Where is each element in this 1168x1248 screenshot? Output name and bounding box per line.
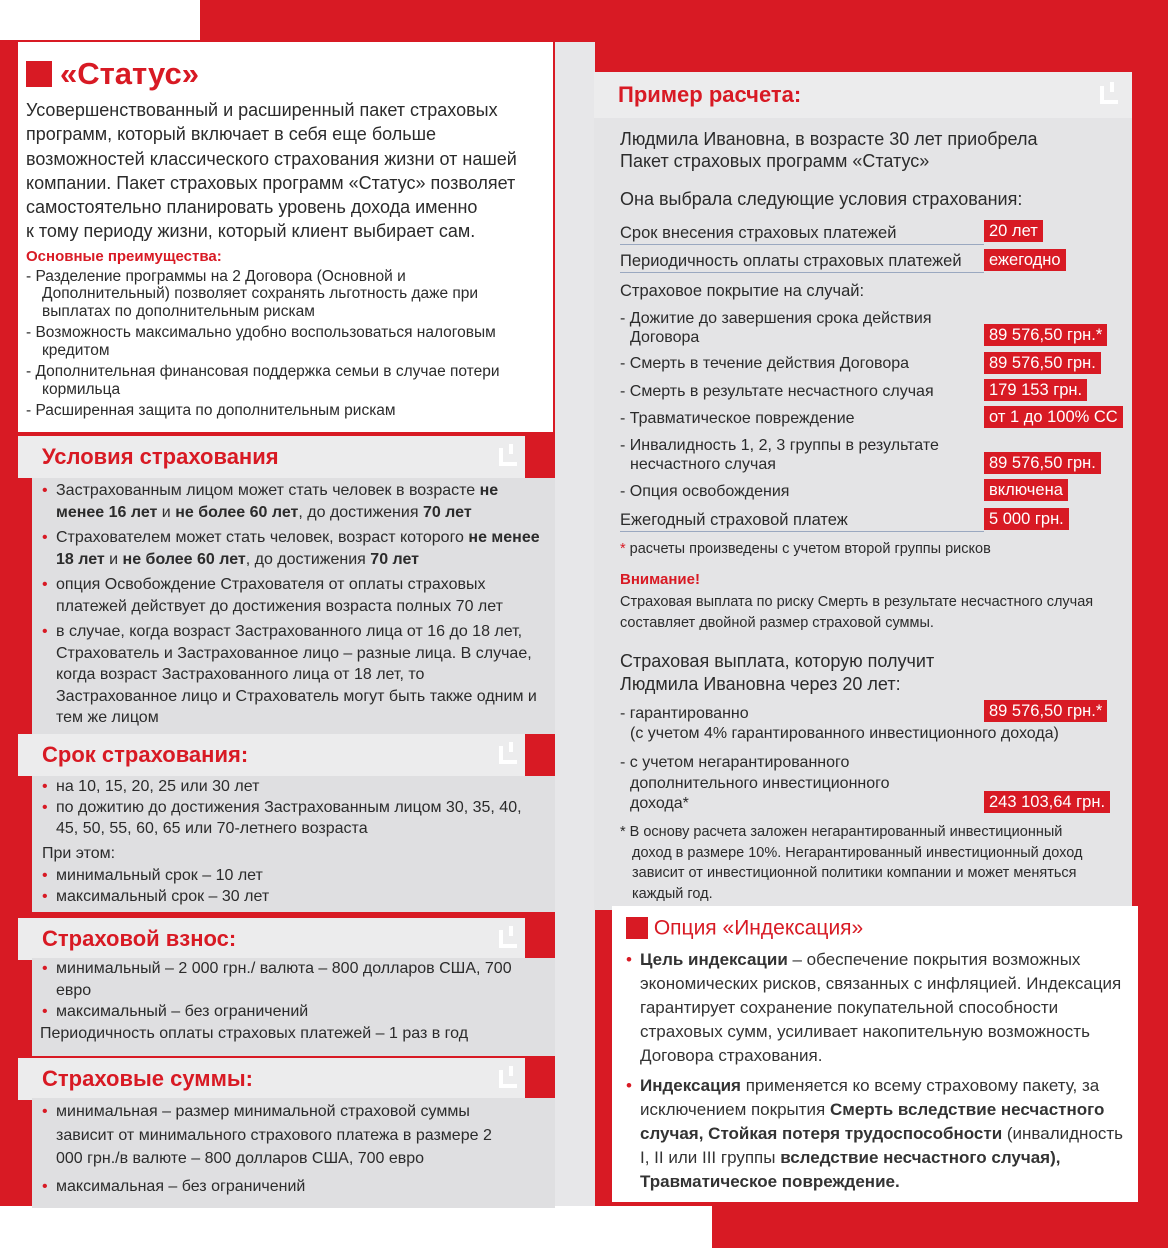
conditions-body	[32, 478, 555, 734]
list-item: • по дожитию до достижения Застрахованным лицом 30, 35, 40, 45, 50, 55, 60, 65 или 70-летнего возраста	[42, 797, 545, 839]
sums-section	[18, 1058, 555, 1206]
intro-line: Усовершенствованный и расширенный пакет страховых	[26, 100, 498, 120]
cond-text: и	[157, 503, 176, 521]
sums-header	[18, 1058, 525, 1100]
coverage-survival-value: 89 576,50 грн.*	[984, 324, 1107, 346]
indexation-bold: Индексация	[640, 1076, 741, 1096]
annual-payment-label: Ежегодный страховой платеж	[620, 509, 984, 532]
coverage-label: Страховое покрытие на случай:	[620, 282, 865, 300]
footnote-line: зависит от инвестиционной политики компании и может меняться	[632, 865, 1077, 881]
example-panel	[594, 72, 1132, 910]
example-intro	[620, 128, 1037, 172]
payout-text: (с учетом 4% гарантированного инвестиционного дохода)	[630, 725, 1059, 742]
indexation-title: Опция «Индексация»	[653, 916, 864, 940]
list-item: • максимальный – без ограничений	[42, 1001, 512, 1023]
footnote-risks	[620, 540, 991, 559]
coverage-text: - Инвалидность 1, 2, 3 группы в результате	[620, 437, 939, 454]
premium-section	[18, 918, 555, 1056]
red-square-icon	[26, 61, 52, 87]
list-item: • на 10, 15, 20, 25 или 30 лет	[42, 776, 545, 797]
conditions-title: Условия страхования	[42, 444, 279, 469]
payout-nonguaranteed	[620, 753, 890, 815]
conditions-section	[18, 436, 555, 732]
cond-text: , до достижения	[245, 550, 371, 568]
payout-nonguaranteed-value: 243 103,64 грн.	[984, 791, 1110, 813]
corner-logo-icon	[495, 1064, 525, 1094]
list-item	[42, 527, 545, 570]
cond-bold: не менее 16 лет	[56, 482, 499, 521]
intro-line: компании. Пакет страховых программ «Статус» позволяет	[26, 172, 516, 193]
asterisk: *	[620, 541, 630, 557]
footnote-text: расчеты произведены с учетом второй группы рисков	[629, 541, 991, 557]
cond-text: в случае, когда возраст Застрахованного лица от 16 до 18 лет, Страхователь и Застрахованное лицо – разные лица.	[56, 623, 523, 662]
coverage-disability-value: 89 576,50 грн.	[984, 452, 1101, 474]
sums-body	[32, 1098, 555, 1208]
indexation-bold: вследствие несчастного случая), Травматическое повреждение.	[640, 1148, 1061, 1192]
premium-title: Страховой взнос:	[42, 926, 237, 951]
top-left-white-strip	[0, 0, 200, 40]
corner-logo-icon	[495, 924, 525, 954]
status-title: «Статус»	[60, 56, 199, 91]
list-item: - Разделение программы на 2 Договора (Основной и Дополнительный) позволяет сохранять льготность даже при выплатах по дополнительным рискам	[26, 268, 516, 321]
sums-list	[42, 1100, 512, 1198]
term-value-badge: 20 лет	[984, 220, 1043, 242]
asterisk: *	[620, 824, 630, 840]
footnote-basis	[620, 822, 1082, 904]
payout-text: - гарантированно	[620, 705, 749, 722]
advantages-label: Основные преимущества:	[26, 247, 222, 265]
cond-bold: 70 лет	[370, 550, 420, 568]
footnote-line	[620, 822, 1082, 843]
attention-text	[620, 592, 1093, 634]
list-item: • максимальная – без ограничений	[42, 1175, 512, 1199]
coverage-injury: - Травматическое повреждение	[620, 410, 855, 427]
indexation-title-row	[626, 916, 1126, 940]
indexation-text: – обеспечение покрытия возможных экономических рисков, связанных с инфляцией. Индексация гарантирует сохранение покупательной способности страховых сумм, усиливает накопительную возможность Договора страхования.	[640, 950, 1122, 1066]
frequency-row-label: Периодичность оплаты страховых платежей	[620, 250, 984, 273]
coverage-death-value: 89 576,50 грн.	[984, 352, 1101, 374]
payout-line: Людмила Ивановна через 20 лет:	[620, 674, 901, 694]
corner-logo-icon	[495, 442, 525, 472]
example-title: Пример расчета:	[618, 82, 802, 107]
premium-list	[42, 958, 512, 1023]
list-item	[42, 480, 545, 523]
coverage-text: - Дожитие до завершения срока действия	[620, 310, 932, 327]
cond-text: Страхователем может стать человек, возраст которого	[56, 529, 469, 546]
status-intro	[26, 98, 553, 244]
footnote-line: каждый год.	[632, 885, 713, 902]
payout-text: - с учетом негарантированного	[620, 754, 850, 771]
annual-payment-value: 5 000 грн.	[984, 508, 1069, 530]
attention-line: Страховая выплата по риску Смерть в результате несчастного случая	[620, 594, 1094, 610]
coverage-waiver: - Опция освобождения	[620, 483, 790, 500]
premium-note: Периодичность оплаты страховых платежей – 1 раз в год	[40, 1024, 469, 1042]
red-square-icon	[626, 917, 648, 939]
term-title: Срок страхования:	[42, 742, 249, 767]
cond-bold: 70 лет	[422, 503, 472, 521]
intro-line: к тому периоду жизни, который клиент выбирает сам.	[26, 221, 476, 242]
list-item: - Расширенная защита по дополнительным рискам	[26, 402, 516, 420]
indexation-text: применяется ко всему страховому пакету, за исключением покрытия	[640, 1076, 1100, 1120]
list-item	[626, 1074, 1126, 1194]
advantages-list	[26, 268, 516, 420]
term-row-label: Срок внесения страховых платежей	[620, 222, 984, 245]
cond-bold: не менее 18 лет	[56, 529, 540, 568]
payout-guaranteed-value: 89 576,50 грн.*	[984, 700, 1107, 722]
intro-line: Людмила Ивановна, в возрасте 30 лет приобрела	[620, 129, 1038, 149]
cond-text: и	[104, 550, 123, 568]
center-grey-column	[555, 42, 595, 1206]
intro-line: самостоятельно планировать уровень дохода именно	[26, 197, 478, 218]
example-chose: Она выбрала следующие условия страхования:	[620, 189, 1023, 209]
status-title-row	[26, 56, 553, 92]
coverage-accident-death: - Смерть в результате несчастного случая	[620, 383, 934, 400]
intro-line: программ, который включает в себя еще больше	[26, 124, 437, 145]
corner-logo-icon	[495, 740, 525, 770]
term-header	[18, 734, 525, 776]
sums-title: Страховые суммы:	[42, 1066, 253, 1091]
conditions-header	[18, 436, 525, 478]
cond-bold: не более 60 лет	[175, 503, 299, 521]
cond-text: Застрахованным лицом может стать человек в возрасте	[56, 482, 480, 499]
footnote-line: доход в размере 10%. Негарантированный инвестиционный доход	[632, 844, 1083, 861]
coverage-injury-value: от 1 до 100% СС	[984, 406, 1123, 428]
cond-text: , до достижения	[298, 503, 423, 521]
payout-text: дохода*	[630, 795, 689, 812]
list-item: - Дополнительная финансовая поддержка семьи в случае потери кормильца	[26, 363, 516, 398]
indexation-text: (инвалидность I, II или III группы	[640, 1124, 1124, 1168]
indexation-bold: Смерть вследствие несчастного случая, Стойкая потеря трудоспособности	[640, 1100, 1105, 1144]
premium-header	[18, 918, 525, 960]
coverage-death: - Смерть в течение действия Договора	[620, 355, 910, 372]
list-item: - Возможность максимально удобно воспользоваться налоговым кредитом	[26, 324, 516, 359]
footnote-text: В основу расчета заложен негарантированный инвестиционный	[629, 824, 1063, 840]
payout-line: Страховая выплата, которую получит	[620, 651, 935, 671]
intro-line: Пакет страховых программ «Статус»	[620, 151, 930, 171]
corner-logo-icon	[1096, 80, 1126, 110]
cond-text: В случае, когда возраст Застрахованного лица от 18 лет, то Застрахованное лицо и Страхователь могут быть также одним и тем же лицом	[56, 644, 537, 726]
payout-text: дополнительного инвестиционного	[630, 774, 890, 792]
indexation-bold: Цель индексации	[640, 950, 788, 970]
list-item: • опция Освобождение Страхователя от оплаты страховых платежей действует до достижения возраста полных 70 лет	[42, 574, 545, 617]
coverage-text: несчастного случая	[630, 456, 776, 473]
coverage-survival	[620, 309, 932, 347]
attention-label: Внимание!	[620, 571, 700, 588]
list-item	[626, 948, 1126, 1068]
example-header	[594, 72, 1132, 118]
cond-bold: не более 60 лет	[122, 550, 246, 568]
coverage-disability	[620, 436, 939, 474]
list-item	[42, 621, 545, 729]
status-panel	[18, 42, 553, 432]
list-item: • минимальная – размер минимальной страховой суммы зависит от минимального страхового платежа в размере 2 000 грн./в валюте – 800 долларов США, 700 евро	[42, 1100, 512, 1171]
coverage-waiver-value: включена	[984, 479, 1068, 501]
conditions-list	[42, 480, 545, 729]
term-list-2	[42, 865, 545, 907]
bottom-right-red	[712, 1206, 1168, 1248]
attention-line: составляет двойной размер страховой суммы.	[620, 615, 934, 631]
coverage-accident-death-value: 179 153 грн.	[984, 379, 1087, 401]
coverage-text: Договора	[630, 329, 700, 346]
list-item: • минимальный – 2 000 грн./ валюта – 800 долларов США, 700 евро	[42, 958, 512, 1001]
list-item: • максимальный срок – 30 лет	[42, 886, 545, 907]
indexation-list	[626, 948, 1126, 1194]
payout-intro	[620, 650, 934, 696]
list-item: • минимальный срок – 10 лет	[42, 865, 545, 886]
premium-body	[32, 958, 555, 1056]
intro-line: возможностей классического страхования жизни от нашей	[26, 148, 517, 169]
term-note: При этом:	[42, 845, 116, 862]
term-section	[18, 734, 555, 912]
frequency-value-badge: ежегодно	[984, 249, 1066, 271]
indexation-panel	[612, 906, 1138, 1202]
term-list	[42, 776, 545, 839]
term-body	[32, 776, 555, 912]
